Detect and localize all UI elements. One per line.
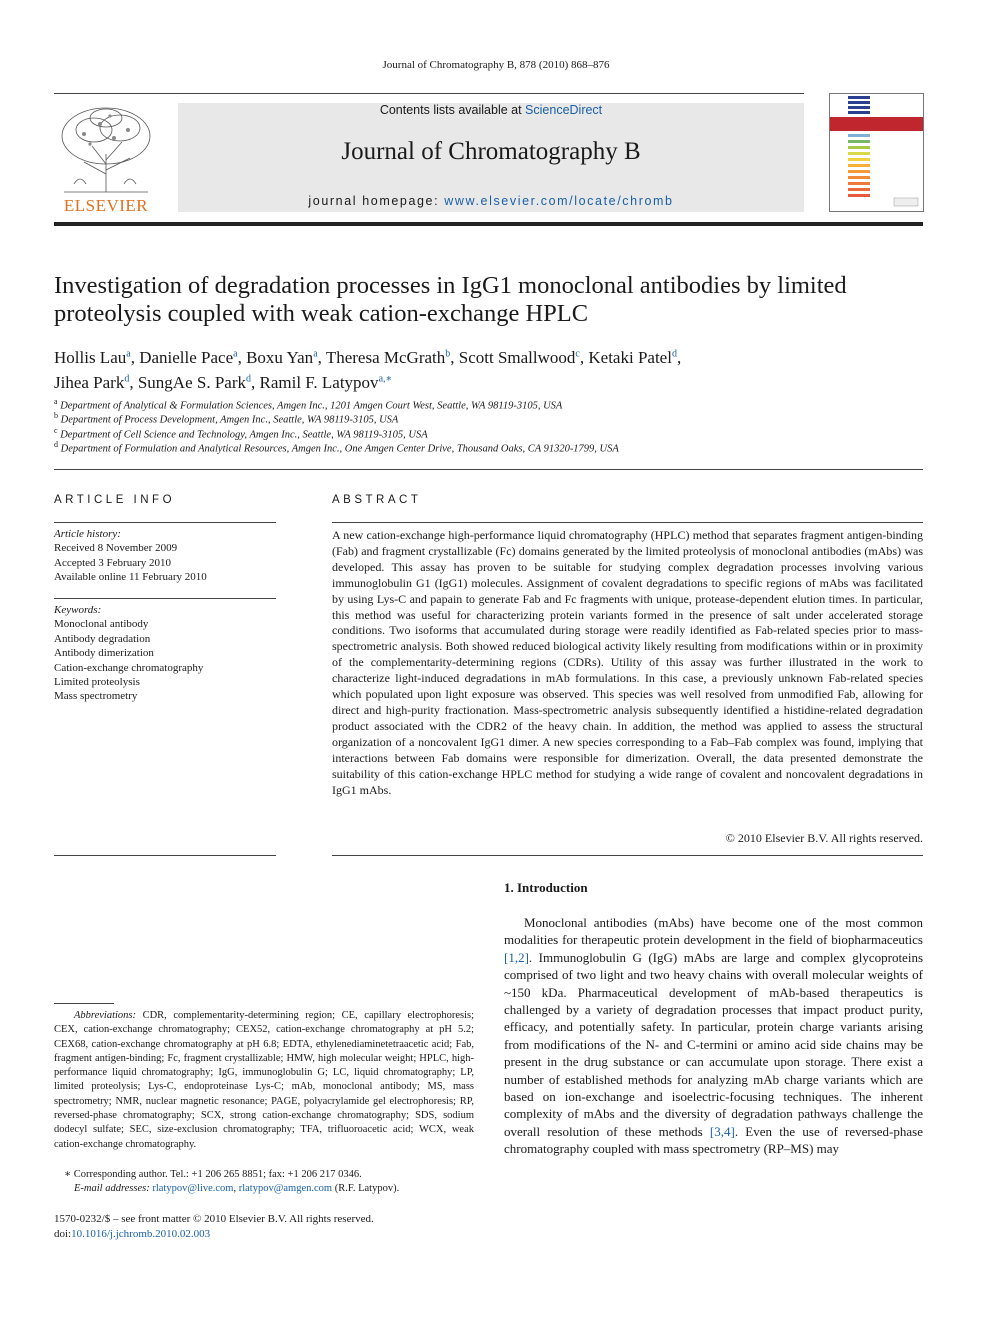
email-link[interactable]: rlatypov@amgen.com [238,1183,333,1194]
keywords [54,603,276,704]
journal-citation: Journal of Chromatography B, 878 (2010) 868–876 [382,59,610,71]
author-list [54,343,924,394]
contents-prefix: Contents lists available at [379,103,526,117]
affiliation: $^c$ Department of Cell Science and Technology, Amgen Inc., Seattle, WA 98119-3105, USA [54,426,428,441]
abstract-copyright: © 2010 Elsevier B.V. All rights reserved. [725,831,923,845]
history-item: Received 8 November 2009 [54,542,178,555]
abstract-heading: ABSTRACT [332,494,422,506]
article-history [54,527,276,585]
section-rule [54,469,923,470]
homepage-prefix: journal homepage: [308,194,445,208]
journal-title: Journal of Chromatography B [341,138,641,165]
article-info-heading: ARTICLE INFO [54,494,176,506]
author[interactable]: Scott Smallwood$^c$, [458,347,589,367]
homepage-link[interactable]: www.elsevier.com/locate/chromb [444,194,674,208]
reference-link[interactable]: [1,2] [504,949,529,965]
contents-availability [178,103,804,117]
abbreviations-text: CDR, complementarity-determining region; CE, capillary electrophoresis; CEX, cation-exchange chromatography; CEX52, cation-exchange chromatography at pH 5.2; CEX68, cation-exchange chromatography at pH 6.8; EDTA, ethylenediaminetetraacetic acid; Fab, fragment antigen-binding; Fc, fragment crystallizable; HMW, high molecular weight; HPLC, high-performance liquid chromatography; IgG, immunoglobulin G; LC, liquid chromatography; LP, limited proteolysis; Lys-C, endoproteinase Lys-C; mAb, monoclonal antibody; MS, mass spectrometry; NMR, nuclear magnetic resonance; PAGE, polyacrylamide gel electrophoresis; RP, reversed-phase chromatography; SCX, strong cation-exchange chromatography; SDS, sodium dodecyl sulfate; SEC, size-exclusion chromatography; TFA, trifluoroacetic acid; WCX, weak cation-exchange chromatography. [54,1010,474,1150]
front-matter [54,1212,374,1242]
author[interactable]: Danielle Pace$^a$, [139,347,247,367]
abstract-rule [332,522,923,523]
author[interactable]: Theresa McGrath$^b$, [325,347,459,367]
affiliation: $^d$ Department of Formulation and Analytical Resources, Amgen Inc., One Amgen Center Drive, Thousand Oaks, CA 91320-1799, USA [54,440,619,455]
doi-link[interactable]: 10.1016/j.jchromb.2010.02.003 [71,1228,211,1240]
journal-cover-icon [830,94,923,211]
header-thick-rule [54,222,923,226]
article-title: Investigation of degradation processes in IgG1 monoclonal antibodies by limited proteolysis coupled with weak cation-exchange HPLC [54,272,847,327]
footnote-rule [54,1003,114,1004]
author[interactable]: Boxu Yan$^a$, [246,347,326,367]
elsevier-wordmark: ELSEVIER [63,196,149,215]
doi-line: doi:10.1016/j.jchromb.2010.02.003 [54,1228,211,1240]
introduction-body: Monoclonal antibodies (mAbs) have become one of the most common modalities for therapeutic protein development in the field of biopharmaceutics [1,2]. Immunoglobulin G (IgG) mAbs are large and complex glycoproteins comprised of two light and two heavy chains with overall molecular weights of ~150 kDa. Pharmaceutical development of mAb-based therapeutics is challenged by a variety of degradation processes that impact product purity, efficacy, and potentially safety. In particular, protein charge variants arising from modifications of the N- and C-termini or amino acid side chains may be present in the drug substance or can accumulate upon storage. There exist a number of established methods for analyzing mAb charge variants which are based on ion-exchange and isoelectric-focusing techniques. The inherent complexity of mAbs and the diversity of degradation pathways challenge the overall resolution of these methods [3,4]. Even the use of reversed-phase chromatography coupled with mass spectrometry (RP–MS) may [504,915,923,1157]
issn-line: 1570-0232/$ – see front matter © 2010 Elsevier B.V. All rights reserved. [54,1213,374,1225]
keyword: Monoclonal antibody [54,618,149,631]
article-info-bottom-rule [54,855,276,856]
abstract-body: A new cation-exchange high-performance liquid chromatography (HPLC) method that separates fragment antigen-binding (Fab) and fragment crystallizable (Fc) domains generated by the limited proteolysis of monoclonal antibodies (mAbs) was developed. This assay has proven to be suitable for studying complex degradation processes involving various immunoglobulin G1 (IgG1) molecules. Assignment of covalent degradations to specific regions of mAbs was facilitated by using Lys-C and papain to generate Fab and Fc fragments with unique, protease-dependent elution times. In particular, this method was useful for characterizing protein variants formed in the presence of salt under accelerated storage conditions. Two isoforms that accumulated during storage were readily identified as Fab-related species prior to mass-spectrometric analysis. Both showed reduced biological activity likely resulting from modifications within or in proximity of the complementarity-determining regions (CDRs). Utility of this assay was further illustrated in the work to characterize light-induced degradations in mAb formulations. In this case, a previously unknown Fab-related species which populated upon light exposure was observed. This species was well resolved from unmodified Fab, allowing for direct and high-purity fractionation. Mass-spectrometric analysis subsequently identified a histidine-related degradation product associated with the CDR2 of the heavy chain. In addition, the method was applied to assess the structural organization of a noncovalent IgG1 dimer. A new species corresponding to a Fab–Fab complex was found, implying that interactions between Fab domains were responsible for dimerization. Overall, the data presented demonstrate the suitability of this cation-exchange HPLC method for studying a wide range of covalent and noncovalent degradations in IgG1 mAbs. [332,528,923,797]
keyword: Limited proteolysis [54,676,140,689]
author[interactable]: Hollis Lau$^a$, [54,347,140,367]
journal-banner [178,103,804,212]
email-note: E-mail addresses: rlatypov@live.com, rlatypov@amgen.com (R.F. Latypov). [74,1183,400,1194]
journal-homepage [178,194,804,208]
introduction-heading: 1. Introduction [504,880,588,895]
keywords-rule [54,598,276,599]
keyword: Mass spectrometry [54,690,138,703]
author[interactable]: SungAe S. Park$^d$, [137,373,260,393]
author[interactable]: Ramil F. Latypov$^{a,∗}$ [259,373,393,393]
history-label: Article history: [54,528,121,540]
email-link[interactable]: rlatypov@live.com [152,1183,234,1194]
keyword: Cation-exchange chromatography [54,661,204,674]
affiliation: $^b$ Department of Process Development, Amgen Inc., Seattle, WA 98119-3105, USA [54,411,399,426]
keyword: Antibody degradation [54,632,151,645]
author[interactable]: Jihea Park$^d$, [54,373,138,393]
corresponding-author-note: ∗ Corresponding author. Tel.: +1 206 265 8851; fax: +1 206 217 0346. [64,1169,362,1180]
reference-link[interactable]: [3,4] [709,1123,735,1139]
keyword: Antibody dimerization [54,647,154,660]
sciencedirect-link[interactable]: ScienceDirect [525,103,603,117]
elsevier-logo[interactable] [54,104,158,214]
keywords-label: Keywords: [54,604,102,616]
article-info-rule [54,522,276,523]
elsevier-tree-icon [54,104,158,196]
abstract-bottom-rule [332,855,923,856]
author[interactable]: Ketaki Patel$^d$, [588,347,682,367]
header-rule [54,93,804,94]
journal-cover-thumbnail[interactable] [829,93,924,212]
affiliation: $^a$ Department of Analytical & Formulation Sciences, Amgen Inc., 1201 Amgen Court West, Seattle, WA 98119-3105, USA [54,397,563,412]
abbreviations-footnote [54,1009,474,1152]
abbreviations-label: Abbreviations: [74,1010,137,1021]
history-item: Available online 11 February 2010 [54,571,207,584]
history-item: Accepted 3 February 2010 [54,556,171,569]
